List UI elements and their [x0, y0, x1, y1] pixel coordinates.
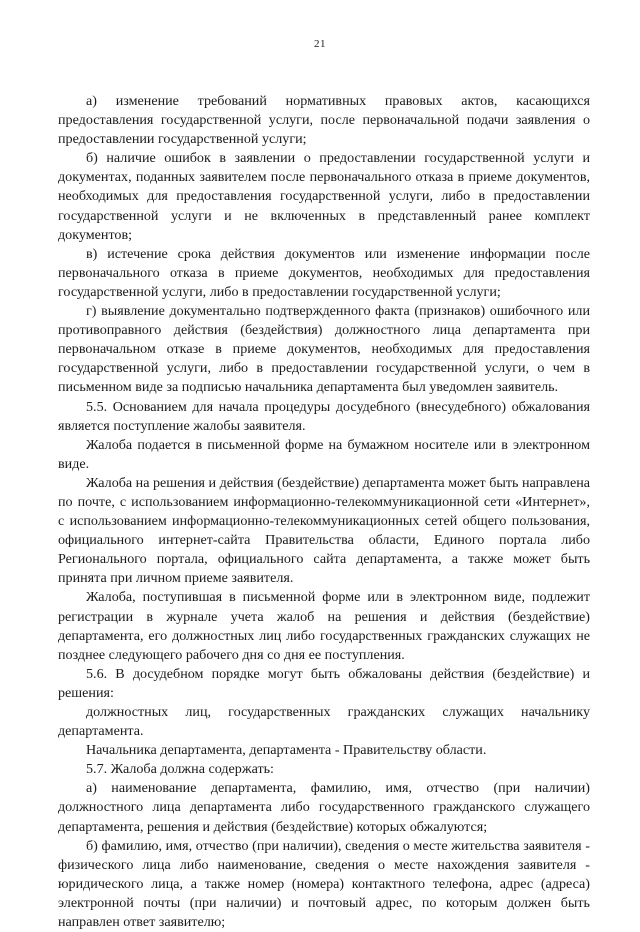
paragraph-complaint-registration: Жалоба, поступившая в письменной форме или в электронном виде, подлежит регистрации в журнале учета жалоб на решения и действия (бездействие) департамента, его должностных лиц либо государственных гражданских служащих не позднее следующего рабочего дня со дня ее поступления.: [58, 589, 590, 663]
paragraph-5-5: 5.5. Основанием для начала процедуры досудебного (внесудебного) обжалования является поступление жалобы заявителя.: [58, 398, 590, 434]
paragraph-5-7-a: а) наименование департамента, фамилию, имя, отчество (при наличии) должностного лица департамента либо государственного гражданского служащего департамента, решения и действия (бездействие) которых обжалуются;: [58, 780, 590, 835]
paragraph-item-g: г) выявление документально подтвержденного факта (признаков) ошибочного или противоправного действия (бездействия) должностного лица департамента при первоначальном отказе в приеме документов, необходимых для предоставления государственной услуги, либо в предоставлении государственной услуги, о чем в письменном виде за подписью начальника департамента был уведомлен заявитель.: [58, 303, 590, 396]
paragraph-complaint-form: Жалоба подается в письменной форме на бумажном носителе или в электронном виде.: [58, 436, 590, 472]
paragraph-head: Начальника департамента, департамента - Правительству области.: [86, 742, 487, 759]
paragraph-item-b: б) наличие ошибок в заявлении о предоставлении государственной услуги и документах, поданных заявителем после первоначального отказа в приеме документов, необходимых для предоставления государственной услуги, либо в предоставлении государственной услуги и не включенных в представленный ранее комплект документов;: [58, 150, 590, 243]
paragraph-5-6: 5.6. В досудебном порядке могут быть обжалованы действия (бездействие) и решения:: [58, 665, 590, 701]
paragraph-officials: должностных лиц, государственных гражданских служащих начальнику департамента.: [58, 704, 590, 740]
paragraph-item-a: а) изменение требований нормативных правовых актов, касающихся предоставления государственной услуги, после первоначальной подачи заявления о предоставлении государственной услуги;: [58, 93, 590, 148]
document-body: [58, 92, 590, 932]
paragraph-5-7: 5.7. Жалоба должна содержать:: [86, 761, 274, 778]
page-number: 21: [314, 38, 326, 50]
paragraph-complaint-channels: Жалоба на решения и действия (бездействие) департамента может быть направлена по почте, с использованием информационно-телекоммуникационной сети «Интернет», с использованием информационно-телекоммуникационных сетей общего пользования, официального интернет-сайта Правительства области, Единого портала либо Регионального портала, официального сайта департамента, а также может быть принята при личном приеме заявителя.: [58, 474, 590, 587]
paragraph-item-v: в) истечение срока действия документов или изменение информации после первоначального отказа в приеме документов, необходимых для предоставления государственной услуги, либо в предоставлении государственной услуги;: [58, 245, 590, 300]
paragraph-5-7-b: б) фамилию, имя, отчество (при наличии), сведения о месте жительства заявителя - физического лица либо наименование, сведения о месте нахождения заявителя - юридического лица, а также номер (номера) контактного телефона, адрес (адреса) электронной почты (при наличии) и почтовый адрес, по которым должен быть направлен ответ заявителю;: [58, 837, 590, 931]
